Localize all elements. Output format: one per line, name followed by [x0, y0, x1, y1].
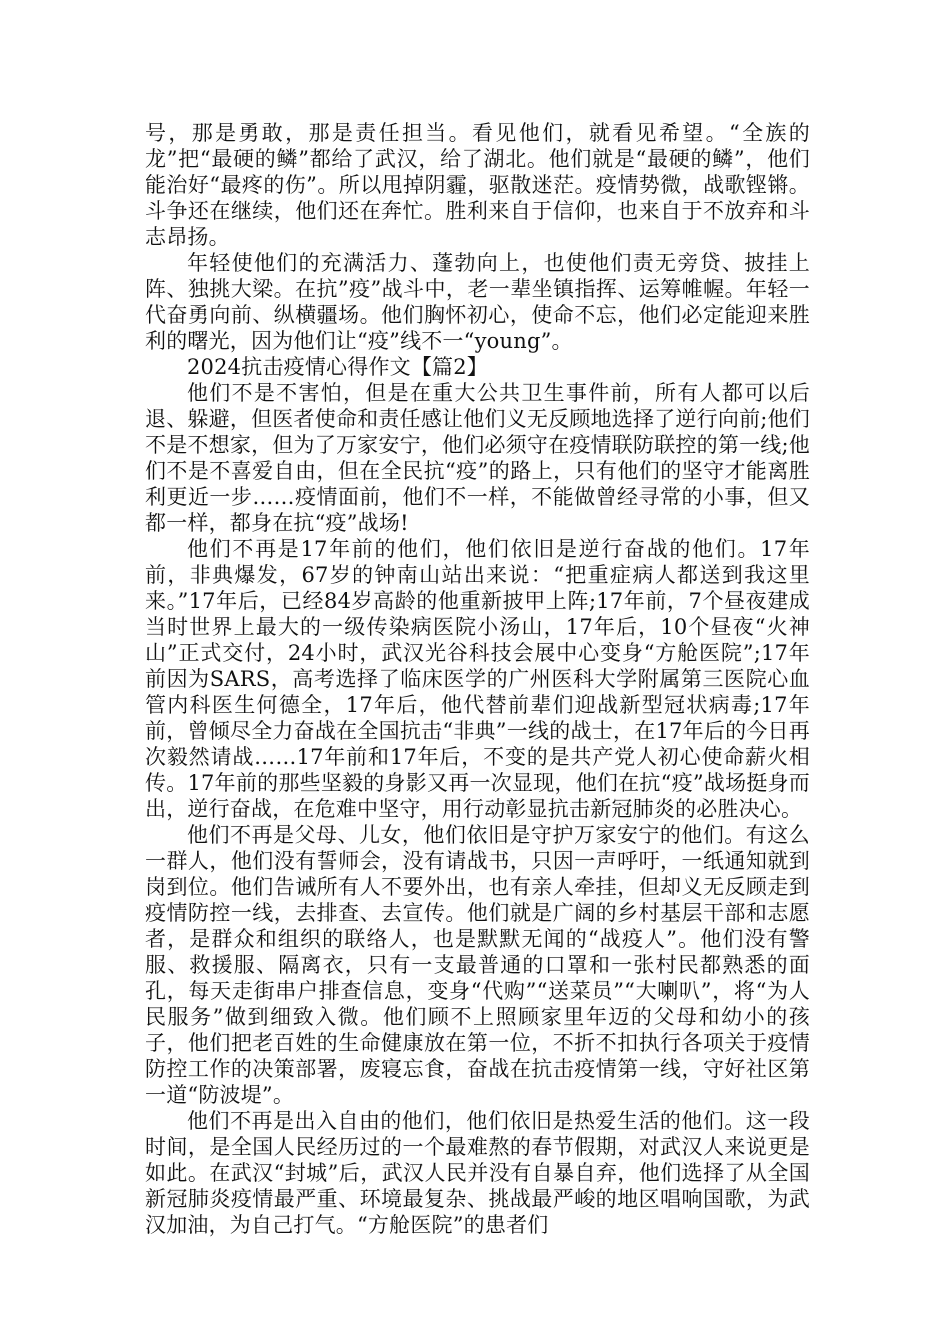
paragraph: 他们不是不害怕，但是在重大公共卫生事件前，所有人都可以后退、躲避，但医者使命和责任感让他们义无反顾地选择了逆行向前;他们不是不想家，但为了万家安宁，他们必须守在疫情联防联控的第一线;他们不是不喜爱自由，但在全民抗“疫”的路上，只有他们的坚守才能离胜利更近一步……疫情面前，他们不一样，不能做曾经寻常的小事，但又都一样，都身在抗“疫”战场! — [145, 381, 810, 535]
paragraph-continued: 号，那是勇敢，那是责任担当。看见他们，就看见希望。“全族的龙”把“最硬的鳞”都给了武汉，给了湖北。他们就是“最硬的鳞”，他们能治好“最疼的伤”。所以甩掉阴霾，驱散迷茫。疫情势微，战歌铿锵。斗争还在继续，他们还在奔忙。胜利来自于信仰，也来自于不放弃和斗志昂扬。 — [145, 121, 810, 249]
paragraph: 他们不再是出入自由的他们，他们依旧是热爱生活的他们。这一段时间，是全国人民经历过的一个最难熬的春节假期，对武汉人来说更是如此。在武汉“封城”后，武汉人民并没有自暴自弃，他们选择了从全国新冠肺炎疫情最严重、环境最复杂、挑战最严峻的地区唱响国歌，为武汉加油，为自己打气。“方舱医院”的患者们 — [145, 1109, 810, 1237]
document-page — [145, 120, 810, 1238]
paragraph: 他们不再是父母、儿女，他们依旧是守护万家安宁的他们。有这么一群人，他们没有誓师会，没有请战书，只因一声呼吁，一纸通知就到岗到位。他们告诫所有人不要外出，也有亲人牵挂，但却义无反顾走到疫情防控一线，去排查、去宣传。他们就是广阔的乡村基层干部和志愿者，是群众和组织的联络人，也是默默无闻的“战疫人”。他们没有警服、救援服、隔离衣，只有一支最普通的口罩和一张村民都熟悉的面孔，每天走街串户排查信息，变身“代购”“送菜员”“大喇叭”，将“为人民服务”做到细致入微。他们顾不上照顾家里年迈的父母和幼小的孩子，他们把老百姓的生命健康放在第一位，不折不扣执行各项关于疫情防控工作的决策部署，废寝忘食，奋战在抗击疫情第一线，守好社区第一道“防波堤”。 — [145, 823, 810, 1107]
section-heading: 2024抗击疫情心得作文【篇2】 — [187, 355, 489, 379]
paragraph: 年轻使他们的充满活力、蓬勃向上，也使他们责无旁贷、披挂上阵、独挑大梁。在抗”疫”战斗中，老一辈坐镇指挥、运筹帷幄。年轻一代奋勇向前、纵横疆场。他们胸怀初心，使命不忘，他们必定能迎来胜利的曙光，因为他们让“疫”线不一“young”。 — [145, 251, 810, 353]
paragraph: 他们不再是17年前的他们，他们依旧是逆行奋战的他们。17年前，非典爆发，67岁的钟南山站出来说：“把重症病人都送到我这里来。”17年后，已经84岁高龄的他重新披甲上阵;17年前，7个昼夜建成当时世界上最大的一级传染病医院小汤山，17年后，10个昼夜“火神山”正式交付，24小时，武汉光谷科技会展中心变身“方舱医院”;17年前因为SARS，高考选择了临床医学的广州医科大学附属第三医院心血管内科医生何德全，17年后，他代替前辈们迎战新型冠状病毒;17年前，曾倾尽全力奋战在全国抗击“非典”一线的战士，在17年后的今日再次毅然请战……17年前和17年后，不变的是共产党人初心使命薪火相传。17年前的那些坚毅的身影又再一次显现，他们在抗“疫”战场挺身而出，逆行奋战，在危难中坚守，用行动彰显抗击新冠肺炎的必胜决心。 — [145, 537, 810, 821]
